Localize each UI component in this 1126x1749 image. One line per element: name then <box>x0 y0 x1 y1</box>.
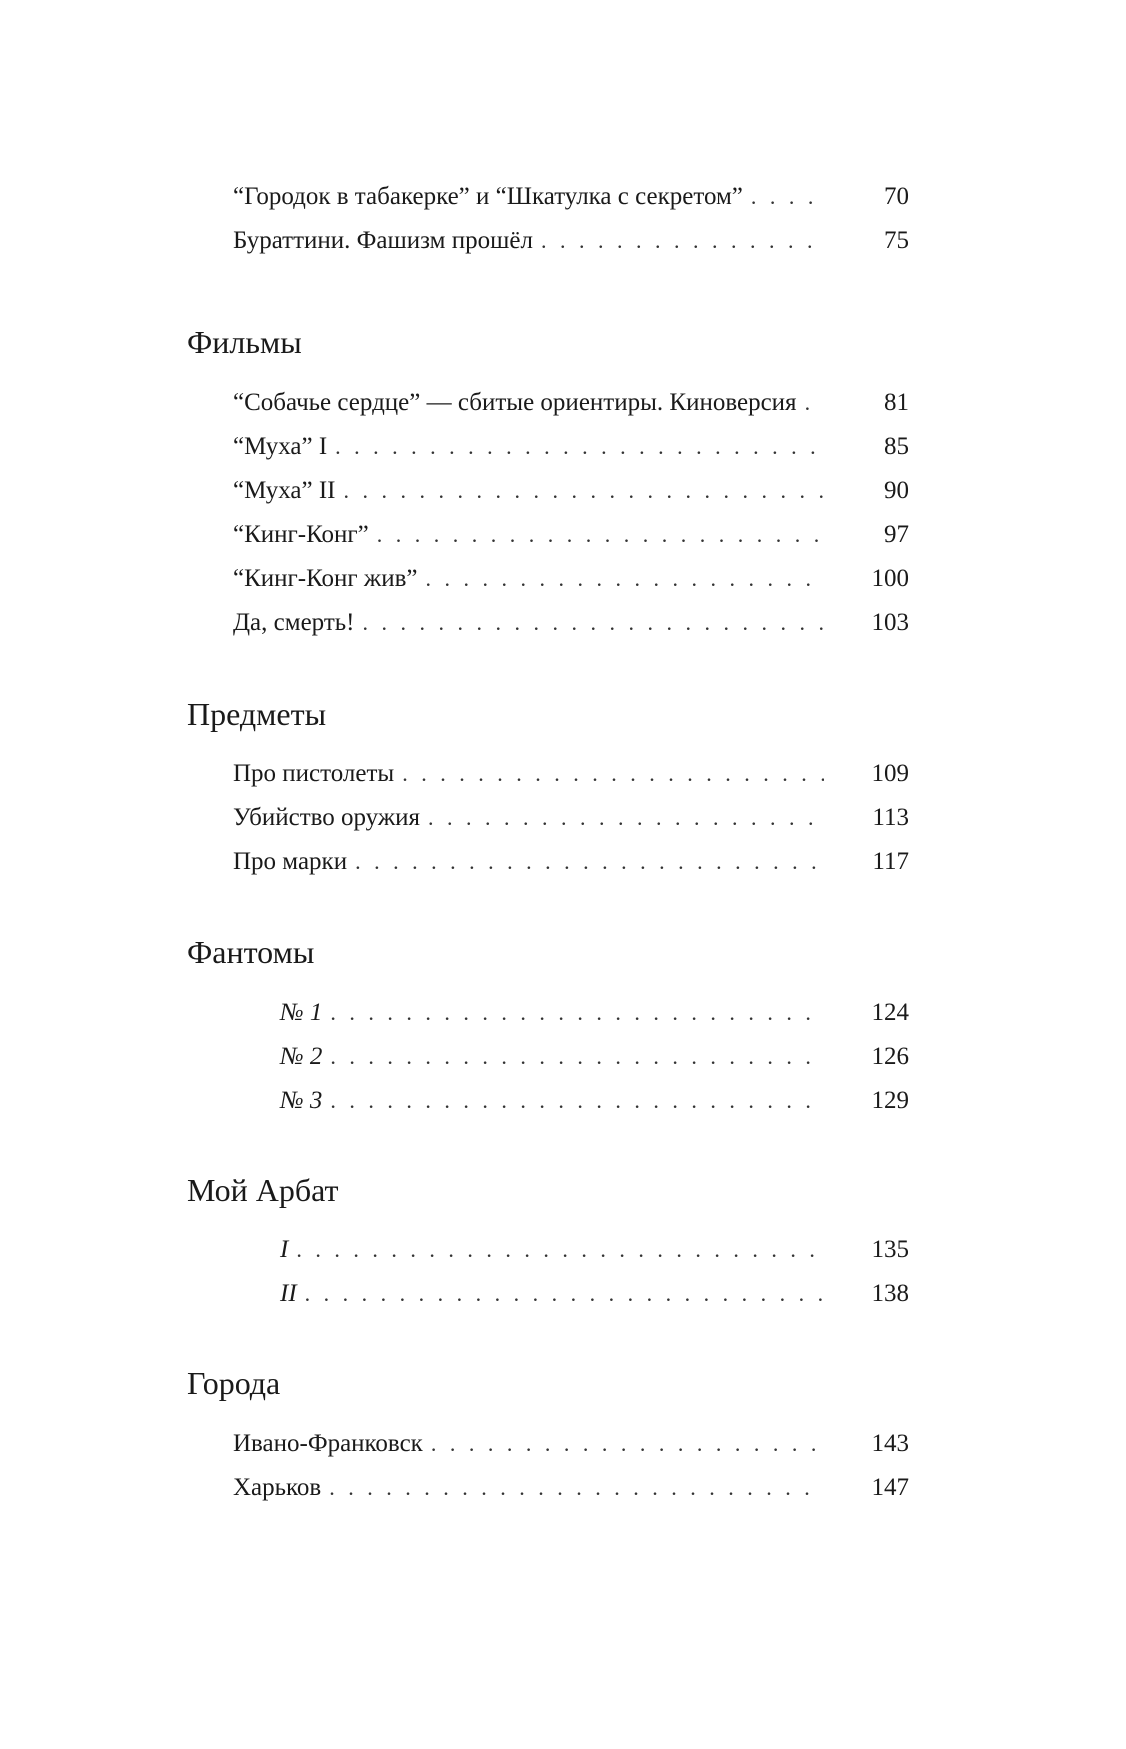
toc-entry-title: Бураттини. Фашизм прошёл <box>233 227 533 254</box>
dot-leader <box>428 802 824 834</box>
toc-entry[interactable] <box>233 758 909 790</box>
toc-entry-page: 126 <box>871 1043 909 1070</box>
toc-entry[interactable] <box>233 225 909 257</box>
toc-entry-title: “Городок в табакерке” и “Шкатулка с секретом” <box>233 183 743 210</box>
toc-entry-page: 138 <box>871 1280 909 1307</box>
dot-leader <box>329 1472 824 1504</box>
toc-entry[interactable] <box>280 1085 909 1117</box>
dot-leader <box>377 519 824 551</box>
toc-entry[interactable] <box>280 1278 909 1310</box>
toc-entry-title: “Муха” II <box>233 477 336 504</box>
dot-leader <box>431 1428 824 1460</box>
toc-entry[interactable] <box>280 1041 909 1073</box>
toc-entry[interactable] <box>233 519 909 551</box>
toc-entry[interactable] <box>233 431 909 463</box>
toc-entry-title: № 2 <box>280 1043 323 1070</box>
toc-entry[interactable] <box>233 387 909 419</box>
toc-entry-page: 143 <box>871 1430 909 1457</box>
dot-leader <box>335 431 824 463</box>
toc-entry-title: № 3 <box>280 1087 323 1114</box>
toc-entry-page: 113 <box>872 804 909 831</box>
toc-entry-page: 109 <box>871 760 909 787</box>
toc-entry-title: Харьков <box>233 1474 322 1501</box>
toc-entry-title: Ивано-Франковск <box>233 1430 423 1457</box>
toc-entry-page: 70 <box>884 183 909 210</box>
dot-leader <box>362 607 824 639</box>
toc-entry-page: 135 <box>871 1236 909 1263</box>
toc-entry-title: “Кинг-Конг жив” <box>233 565 418 592</box>
toc-entry[interactable] <box>233 802 909 834</box>
section-title-films: Фильмы <box>187 324 302 360</box>
toc-entry[interactable] <box>280 997 909 1029</box>
section-title-my-arbat: Мой Арбат <box>187 1172 339 1208</box>
section-title-cities: Города <box>187 1365 281 1401</box>
toc-entry-page: 103 <box>871 609 909 636</box>
toc-entry-title: № 1 <box>280 999 323 1026</box>
toc-entry[interactable] <box>233 1428 909 1460</box>
dot-leader <box>330 1085 824 1117</box>
dot-leader <box>343 475 824 507</box>
dot-leader <box>425 563 824 595</box>
dot-leader <box>805 387 824 419</box>
dot-leader <box>330 1041 824 1073</box>
toc-entry-title: “Собачье сердце” — сбитые ориентиры. Киноверсия <box>233 389 797 416</box>
dot-leader <box>330 997 824 1029</box>
toc-entry[interactable] <box>233 846 909 878</box>
toc-entry-page: 124 <box>871 999 909 1026</box>
toc-entry[interactable] <box>233 563 909 595</box>
dot-leader <box>751 181 824 213</box>
dot-leader <box>402 758 824 790</box>
toc-entry-title: “Кинг-Конг” <box>233 521 369 548</box>
section-title-objects: Предметы <box>187 696 327 732</box>
toc-entry[interactable] <box>280 1234 909 1266</box>
dot-leader <box>541 225 824 257</box>
toc-entry-page: 97 <box>884 521 909 548</box>
toc-entry[interactable] <box>233 1472 909 1504</box>
toc-entry-page: 129 <box>871 1087 909 1114</box>
dot-leader <box>355 846 824 878</box>
toc-entry-title: Убийство оружия <box>233 804 420 831</box>
toc-entry-page: 75 <box>884 227 909 254</box>
toc-entry-title: “Муха” I <box>233 433 328 460</box>
toc-entry-title: II <box>280 1280 297 1307</box>
toc-entry-title: Про марки <box>233 848 348 875</box>
toc-entry-page: 85 <box>884 433 909 460</box>
toc-entry[interactable] <box>233 607 909 639</box>
toc-entry-page: 100 <box>871 565 909 592</box>
dot-leader <box>296 1234 824 1266</box>
section-title-phantoms: Фантомы <box>187 934 315 970</box>
toc-entry-title: Да, смерть! <box>233 609 355 636</box>
toc-entry[interactable] <box>233 181 909 213</box>
toc-entry[interactable] <box>233 475 909 507</box>
toc-entry-page: 117 <box>872 848 909 875</box>
toc-entry-page: 147 <box>871 1474 909 1501</box>
toc-entry-page: 90 <box>884 477 909 504</box>
dot-leader <box>305 1278 824 1310</box>
toc-entry-page: 81 <box>884 389 909 416</box>
toc-entry-title: Про пистолеты <box>233 760 395 787</box>
toc-entry-title: I <box>280 1236 289 1263</box>
